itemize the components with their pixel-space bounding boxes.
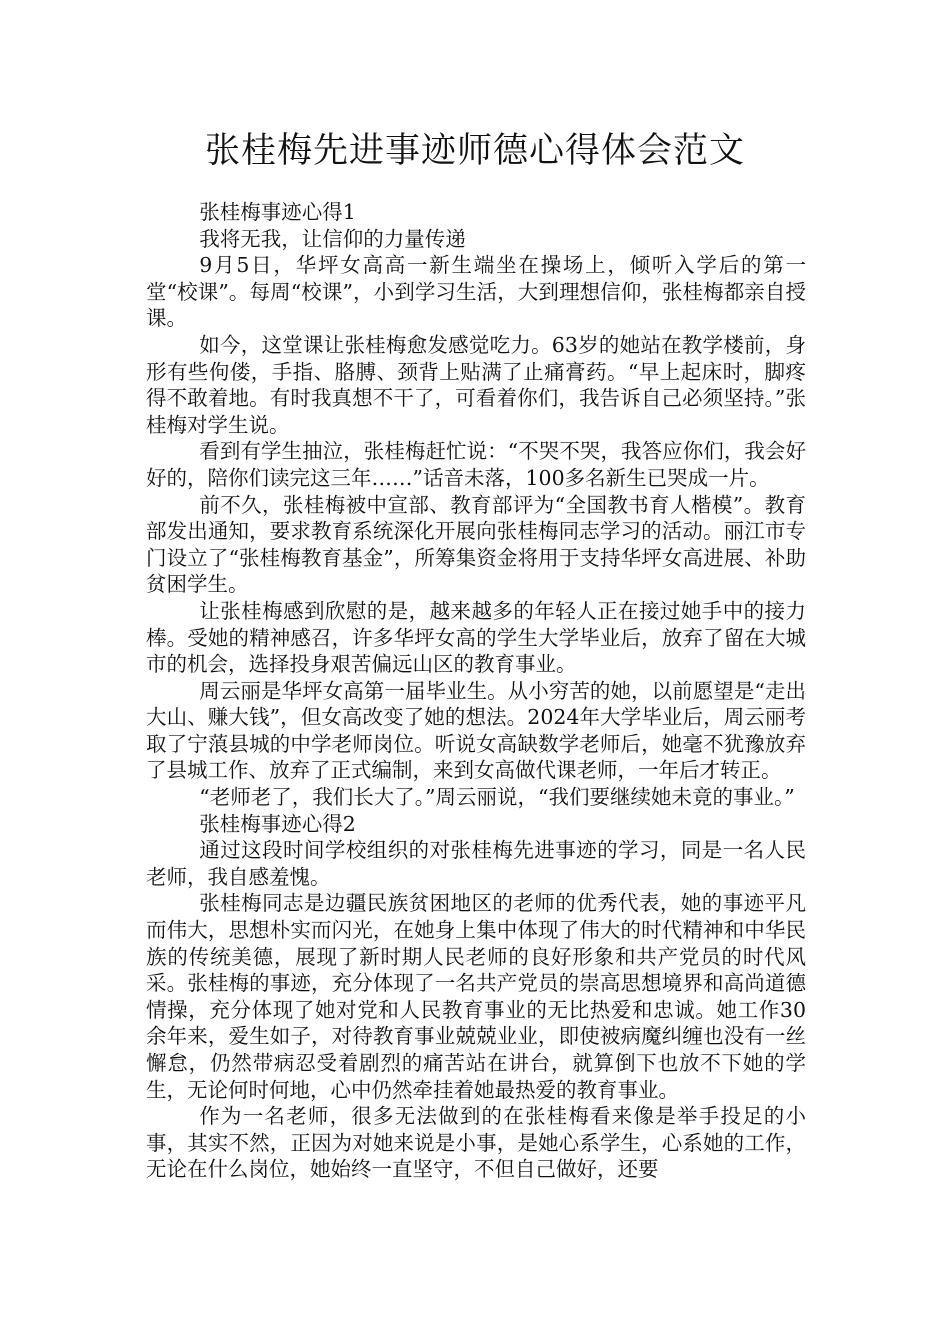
paragraph: 通过这段时间学校组织的对张桂梅先进事迹的学习，同是一名人民老师，我自感羞愧。 [146, 838, 806, 889]
paragraph: 如今，这堂课让张桂梅愈发感觉吃力。63岁的她站在教学楼前，身形有些佝偻，手指、胳膊、颈背上贴满了止痛膏药。“早上起床时，脚疼得不敢着地。有时我真想不干了，可看着你们，我告诉自己必须坚持。”张桂梅对学生说。 [146, 332, 806, 437]
subheading: 我将无我，让信仰的力量传递 [199, 226, 466, 251]
document-body [146, 199, 806, 1183]
paragraph: 让张桂梅感到欣慰的是，越来越多的年轻人正在接过她手中的接力棒。受她的精神感召，许多华坪女高的学生大学毕业后，放弃了留在大城市的机会，选择投身艰苦偏远山区的教育事业。 [146, 598, 806, 677]
paragraph: 前不久，张桂梅被中宣部、教育部评为“全国教书育人楷模”。教育部发出通知，要求教育系统深化开展向张桂梅同志学习的活动。丽江市专门设立了“张桂梅教育基金”，所筹集资金将用于支持华坪女高进展、补助贫困学生。 [146, 492, 806, 597]
paragraph: “老师老了，我们长大了。”周云丽说，“我们要继续她未竟的事业。” [199, 785, 795, 810]
section-heading: 张桂梅事迹心得1 [199, 200, 356, 224]
paragraph: 周云丽是华坪女高第一届毕业生。从小穷苦的她，以前愿望是“走出大山、赚大钱”，但女高改变了她的想法。2024年大学毕业后，周云丽考取了宁蒗县城的中学老师岗位。听说女高缺数学老师后，她毫不犹豫放弃了县城工作、放弃了正式编制，来到女高做代课老师，一年后才转正。 [146, 678, 806, 783]
section-heading: 张桂梅事迹心得2 [199, 811, 356, 836]
paragraph: 张桂梅同志是边疆民族贫困地区的老师的优秀代表，她的事迹平凡而伟大，思想朴实而闪光，在她身上集中体现了伟大的时代精神和中华民族的传统美德，展现了新时期人民老师的良好形象和共产党员的时代风采。张桂梅的事迹，充分体现了一名共产党员的崇高思想境界和高尚道德情操，充分体现了她对党和人民教育事业的无比热爱和忠诚。她工作30余年来，爱生如子，对待教育事业兢兢业业，即使被病魔纠缠也没有一丝懈怠，仍然带病忍受着剧烈的痛苦站在讲台，就算倒下也放不下她的学生，无论何时何地，心中仍然牵挂着她最热爱的教育事业。 [146, 891, 806, 1102]
paragraph: 看到有学生抽泣，张桂梅赶忙说：“不哭不哭，我答应你们，我会好好的，陪你们读完这三年……”话音未落，100多名新生已哭成一片。 [146, 439, 806, 490]
document-title: 张桂梅先进事迹师德心得体会范文 [204, 131, 745, 171]
paragraph: 作为一名老师，很多无法做到的在张桂梅看来像是举手投足的小事，其实不然，正因为对她来说是小事，是她心系学生，心系她的工作，无论在什么岗位，她始终一直坚守，不但自己做好，还要 [146, 1104, 806, 1182]
paragraph: 9月5日，华坪女高高一新生端坐在操场上，倾听入学后的第一堂“校课”。每周“校课”，小到学习生活，大到理想信仰，张桂梅都亲自授课。 [146, 253, 806, 331]
